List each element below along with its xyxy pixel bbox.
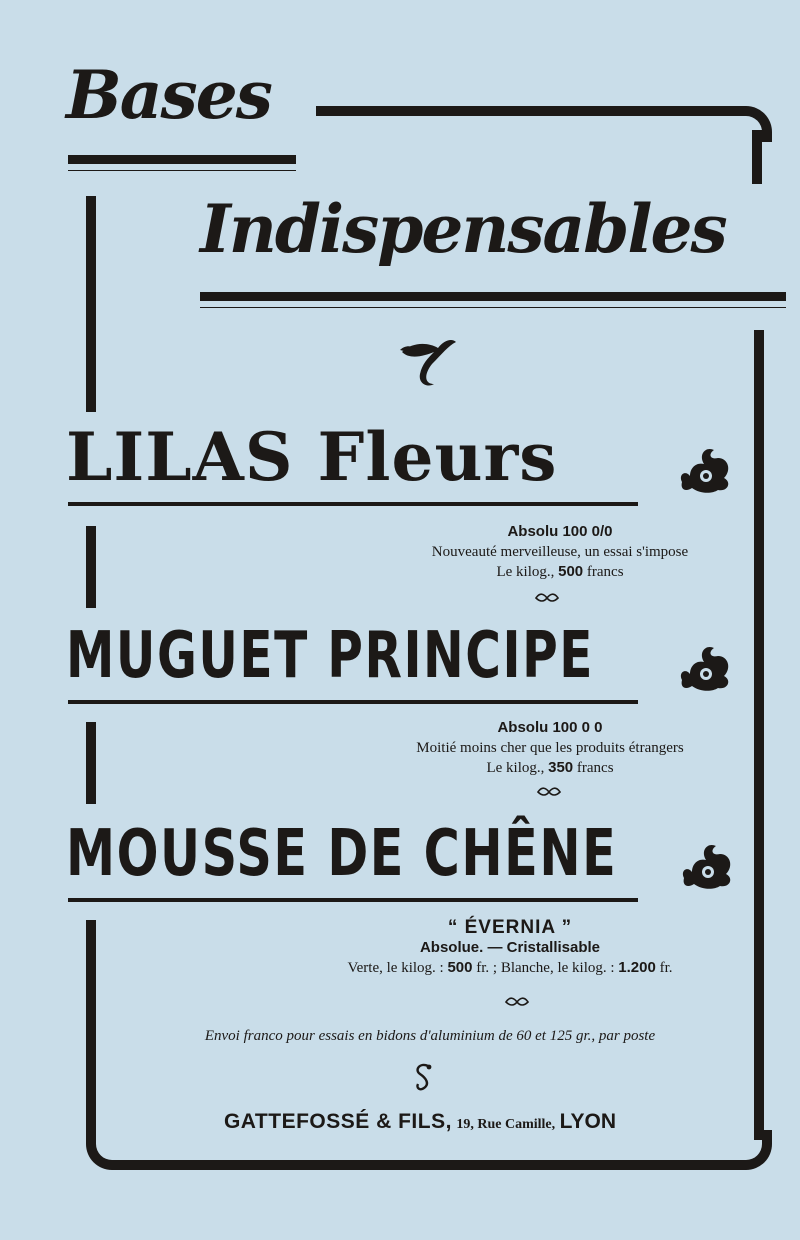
muguet-grade: Absolu 100 0 0 <box>497 719 603 736</box>
lilas-info <box>400 522 720 582</box>
mousse-info <box>290 918 730 978</box>
frame-left-seg-3 <box>86 722 96 804</box>
frame-bottom-left-corner <box>86 1130 122 1170</box>
city-name: LYON <box>559 1110 617 1133</box>
rule-under-bases-thin <box>68 170 296 171</box>
shipping-note: Envoi franco pour essais en bidons d'aluminium de 60 et 125 gr., par poste <box>204 1028 656 1044</box>
frame-left-seg-4 <box>86 920 96 1140</box>
mousse-subname: “ ÉVERNIA ” <box>447 917 573 938</box>
muguet-price-prefix: Le kilog., <box>486 760 545 776</box>
mousse-price-text-a: Verte, le kilog. : <box>347 960 444 976</box>
mousse-price-line <box>290 958 730 978</box>
lilas-price-value: 500 <box>558 563 584 580</box>
street-address: 19, Rue Camille, <box>456 1117 556 1132</box>
rule-under-indispensables-thin <box>200 307 786 308</box>
mousse-price-b: 1.200 <box>618 959 656 976</box>
firm-name: GATTEFOSSÉ & FILS, <box>223 1110 452 1133</box>
muguet-info <box>380 718 720 778</box>
flourish-ornament-icon <box>676 444 732 496</box>
muguet-price-unit: francs <box>576 760 614 776</box>
muguet-price-value: 350 <box>548 759 574 776</box>
frame-left-seg-1 <box>86 196 96 412</box>
leaf-scroll-ornament-icon <box>398 334 458 390</box>
flourish-ornament-icon <box>676 642 732 694</box>
rule-under-mousse <box>68 898 638 902</box>
rule-under-indispensables <box>200 292 786 301</box>
frame-top-line <box>316 106 746 116</box>
product-title-mousse: MOUSSE DE CHÊNE <box>66 817 618 891</box>
lilas-price-unit: francs <box>586 564 624 580</box>
mousse-price-text-c: fr. <box>659 960 673 976</box>
frame-left-seg-2 <box>86 526 96 608</box>
product-title-lilas: LILAS Fleurs <box>66 418 558 496</box>
product-title-muguet: MUGUET PRINCIPE <box>66 619 595 693</box>
small-fleuron-icon <box>504 994 530 1010</box>
lilas-price-prefix: Le kilog., <box>496 564 555 580</box>
frame-bottom-line <box>118 1160 740 1170</box>
footer-address <box>100 1110 740 1134</box>
muguet-note: Moitié moins cher que les produits étrangers <box>416 740 684 756</box>
mousse-grade: Absolue. — Cristallisable <box>419 939 601 956</box>
lilas-note: Nouveauté merveilleuse, un essai s'impose <box>431 544 689 560</box>
flourish-ornament-icon <box>678 840 734 892</box>
small-fleuron-icon <box>536 784 562 800</box>
mousse-price-text-b: fr. ; Blanche, le kilog. : <box>476 960 615 976</box>
frame-right-upper <box>752 130 762 184</box>
frame-right-lower <box>754 330 764 1140</box>
title-bases: Bases <box>66 56 271 134</box>
rule-under-bases <box>68 155 296 164</box>
muguet-price-line <box>380 758 720 778</box>
lilas-price-line <box>400 562 720 582</box>
rule-under-lilas <box>68 502 638 506</box>
frame-bottom-right-corner <box>736 1130 772 1170</box>
small-fleuron-icon <box>534 590 560 606</box>
mousse-price-a: 500 <box>447 959 473 976</box>
scroll-s-ornament-icon <box>412 1062 436 1092</box>
lilas-grade: Absolu 100 0/0 <box>507 523 613 540</box>
title-indispensables: Indispensables <box>200 190 726 268</box>
rule-under-muguet <box>68 700 638 704</box>
